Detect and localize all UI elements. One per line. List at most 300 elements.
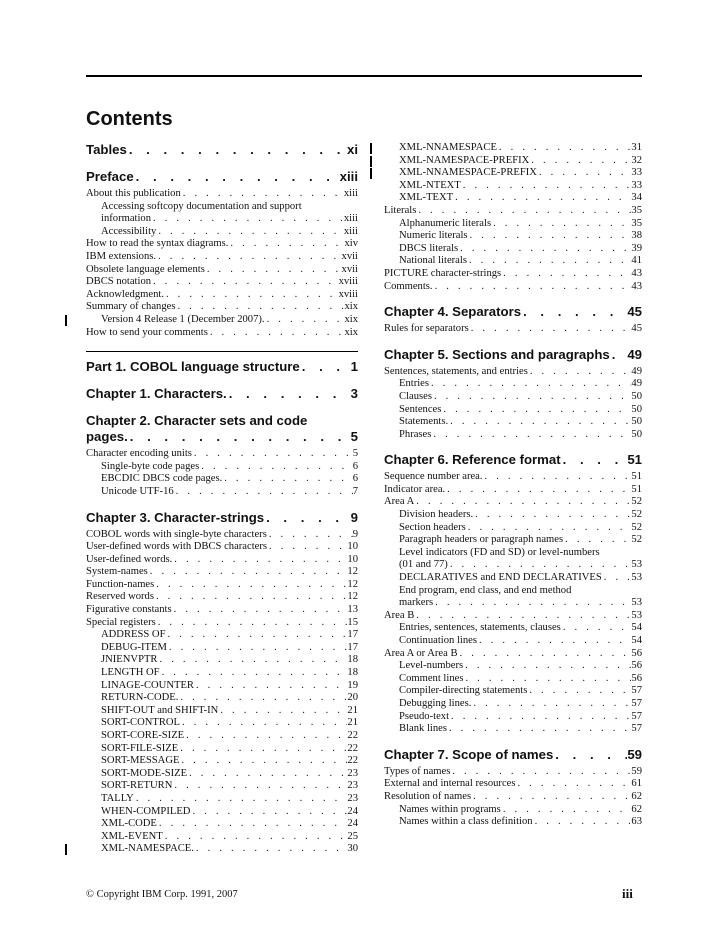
entry-title: Numeric literals [399, 230, 468, 242]
entry-page-number: 33 [631, 167, 642, 179]
entry-page-number: 51 [631, 483, 642, 495]
entry-page-number: 41 [631, 255, 642, 267]
entry-title: Area B [384, 609, 415, 621]
entry-page-number: 22 [347, 742, 358, 754]
toc-subentry[interactable] [384, 142, 642, 155]
entry-page-number: 49 [631, 365, 642, 377]
toc-subentry[interactable] [86, 226, 358, 239]
entry-title: Phrases [399, 428, 432, 440]
entry-title: PICTURE character-strings [384, 267, 502, 279]
toc-subentry[interactable] [384, 180, 642, 193]
entry-title: SORT-CONTROL [101, 717, 181, 729]
toc-subentry[interactable] [86, 486, 358, 499]
entry-title: Alphanumeric literals [399, 217, 492, 229]
entry-title: Entries, sentences, statements, clauses [399, 622, 561, 634]
entry-title: DBCS notation [86, 276, 152, 288]
entry-title: Literals [384, 204, 417, 216]
toc-entry[interactable] [86, 591, 358, 604]
chapter-title: Chapter 6. Reference format [384, 452, 561, 468]
dot-leader [267, 541, 347, 554]
toc-subentry[interactable] [86, 473, 358, 486]
toc-subentry[interactable] [86, 793, 358, 806]
entry-page-number: 18 [347, 654, 358, 666]
entry-title: DECLARATIVES and END DECLARATIVES [399, 572, 602, 584]
toc-subentry[interactable] [86, 717, 358, 730]
dot-leader [561, 622, 632, 635]
toc-subentry[interactable] [384, 230, 642, 243]
entry-page-number: 50 [631, 428, 642, 440]
toc-subentry[interactable] [384, 404, 642, 417]
dot-leader [194, 843, 347, 856]
dot-leader [563, 534, 631, 547]
entry-page-number: 24 [347, 805, 358, 817]
dot-leader [537, 167, 631, 180]
dot-leader [450, 766, 631, 779]
dot-leader [190, 806, 347, 819]
entry-title: Level indicators (FD and SD) or level-numbers [399, 546, 600, 558]
entry-title: Comments. [384, 280, 433, 292]
entry-title: Blank lines [399, 723, 447, 735]
dot-leader [521, 304, 627, 320]
entry-page-number: 54 [631, 635, 642, 646]
entry-title: RETURN-CODE. [101, 692, 179, 704]
dot-leader [264, 510, 351, 526]
dot-leader [453, 192, 631, 205]
toc-entry[interactable] [384, 205, 642, 218]
entry-title: (01 and 77) [399, 559, 448, 571]
dot-leader [528, 366, 632, 379]
entry-page-number: 19 [347, 679, 358, 691]
toc-subentry[interactable] [384, 522, 642, 535]
toc-entry[interactable] [384, 778, 642, 791]
toc-entry[interactable] [384, 610, 642, 623]
dot-leader [416, 205, 631, 218]
chapter-title: Chapter 7. Scope of names [384, 746, 554, 762]
dot-leader [433, 281, 632, 294]
chapter-page-number: 51 [627, 452, 642, 468]
dot-leader [157, 818, 347, 831]
entry-title: Debugging lines. [399, 697, 472, 709]
entry-page-number: 38 [631, 230, 642, 242]
dot-leader [174, 486, 353, 499]
dot-leader [501, 268, 631, 281]
entry-page-number: 23 [347, 767, 358, 779]
entry-title: ADDRESS OF [101, 629, 166, 641]
entry-page-number: xiii [343, 188, 358, 199]
toc-chapter-heading[interactable] [384, 347, 642, 363]
dot-leader [483, 471, 632, 484]
toc-subentry[interactable] [384, 559, 642, 572]
toc-subentry[interactable] [86, 314, 358, 327]
toc-subentry[interactable] [86, 680, 358, 693]
entry-page-number: 57 [631, 685, 642, 697]
entry-page-number: 53 [631, 609, 642, 621]
entry-page-number: 54 [631, 622, 642, 634]
entry-page-number: xviii [338, 288, 358, 300]
toc-entry[interactable] [384, 281, 642, 294]
dot-leader [187, 768, 347, 781]
revision-change-bar [370, 168, 372, 179]
top-rule [86, 75, 642, 77]
dot-leader [218, 705, 347, 718]
dot-leader [175, 301, 344, 314]
toc-right-column [384, 142, 642, 829]
entry-title: Pseudo-text [399, 710, 450, 722]
entry-page-number: 13 [347, 604, 358, 616]
chapter-page-number: 59 [627, 746, 642, 762]
toc-entry[interactable] [86, 529, 358, 542]
entry-page-number: 62 [631, 803, 642, 815]
entry-page-number: 52 [631, 534, 642, 546]
entry-title: Continuation lines [399, 635, 477, 646]
entry-title: How to read the syntax diagrams. [86, 238, 229, 250]
toc-subentry[interactable] [384, 509, 642, 522]
entry-page-number: 50 [631, 403, 642, 415]
dot-leader [449, 711, 631, 724]
dot-leader [432, 391, 631, 404]
toc-subentry[interactable] [384, 816, 642, 829]
toc-subentry[interactable] [86, 730, 358, 743]
entry-page-number: 30 [347, 843, 358, 855]
toc-subentry[interactable] [384, 635, 642, 648]
entry-page-number: 6 [352, 460, 358, 472]
entry-page-number: 23 [347, 792, 358, 804]
dot-leader [527, 685, 631, 698]
entry-title: Types of names [384, 765, 451, 777]
entry-title: SORT-CORE-SIZE [101, 730, 185, 741]
toc-subentry[interactable] [86, 843, 358, 856]
toc-subentry[interactable] [86, 831, 358, 844]
entry-title: Accessibility [101, 225, 157, 237]
dot-leader [172, 604, 348, 617]
toc-chapter-heading[interactable] [86, 142, 358, 158]
dot-leader [227, 386, 351, 402]
toc-subentry[interactable] [86, 743, 358, 756]
entry-page-number: 51 [631, 471, 642, 483]
entry-page-number: xvii [341, 263, 358, 275]
toc-entry[interactable] [384, 268, 642, 281]
toc-subentry[interactable] [86, 642, 358, 655]
entry-title: XML-CODE [101, 818, 157, 830]
chapter-page-number: 1 [350, 359, 358, 375]
entry-title: XML-NTEXT [399, 179, 461, 191]
toc-subentry[interactable] [86, 692, 358, 705]
dot-leader [458, 243, 631, 256]
toc-subentry[interactable] [86, 667, 358, 680]
toc-entry[interactable] [384, 496, 642, 509]
entry-title: LINAGE-COUNTER [101, 679, 194, 691]
entry-title: Names within a class definition [399, 816, 533, 828]
entry-title: System-names [86, 566, 148, 578]
dot-leader [561, 452, 628, 468]
entry-title: EBCDIC DBCS code pages. [101, 473, 223, 485]
toc-subentry[interactable] [384, 698, 642, 711]
toc-subentry[interactable] [86, 780, 358, 793]
entry-page-number: 32 [631, 154, 642, 166]
toc-entry[interactable] [384, 366, 642, 379]
toc-subentry[interactable] [86, 705, 358, 718]
toc-subentry[interactable] [384, 572, 642, 585]
dot-leader [433, 597, 631, 610]
entry-page-number: 39 [631, 242, 642, 254]
toc-subentry[interactable] [86, 461, 358, 474]
dot-leader [154, 591, 347, 604]
dot-leader [205, 264, 342, 277]
entry-title: Paragraph headers or paragraph names [399, 534, 564, 546]
toc-entry[interactable] [86, 604, 358, 617]
entry-page-number: 53 [631, 597, 642, 609]
entry-page-number: 53 [631, 559, 642, 571]
toc-entry[interactable] [86, 327, 358, 340]
toc-subentry[interactable] [86, 629, 358, 642]
entry-title: Area A [384, 496, 415, 508]
toc-entry[interactable] [86, 251, 358, 264]
entry-page-number: 57 [631, 697, 642, 709]
entry-page-number: 12 [347, 566, 358, 578]
dot-leader [466, 522, 632, 535]
dot-leader [300, 359, 351, 375]
toc-subentry[interactable] [86, 806, 358, 819]
entry-title: About this publication [86, 188, 181, 199]
page-number: iii [622, 886, 633, 901]
entry-page-number: 7 [352, 485, 358, 497]
entry-page-number: 52 [631, 496, 642, 508]
dot-leader [148, 566, 348, 579]
toc-chapter-heading[interactable] [86, 510, 358, 526]
toc-subentry[interactable] [384, 218, 642, 231]
toc-entry[interactable] [86, 188, 358, 201]
toc-subentry[interactable] [384, 622, 642, 635]
dot-leader [154, 579, 347, 592]
entry-page-number: 17 [347, 629, 358, 641]
dot-leader [158, 654, 348, 667]
entry-page-number: 15 [347, 616, 358, 628]
dot-leader [156, 226, 344, 239]
entry-page-number: 12 [347, 578, 358, 590]
entry-title: Obsolete language elements [86, 263, 205, 275]
dot-leader [610, 347, 628, 363]
entry-page-number: 61 [631, 778, 642, 790]
chapter-title: Tables [86, 142, 127, 157]
entry-page-number: 53 [631, 572, 642, 584]
entry-title: XML-NAMESPACE. [101, 843, 194, 855]
toc-subentry[interactable] [384, 685, 642, 698]
entry-page-number: 35 [631, 217, 642, 229]
toc-subentry[interactable] [384, 192, 642, 205]
entry-title: DBCS literals [399, 242, 459, 254]
toc-entry[interactable] [86, 448, 358, 461]
entry-title: SORT-RETURN [101, 780, 173, 792]
toc-subentry[interactable] [86, 213, 358, 226]
dot-leader [180, 717, 347, 730]
dot-leader [461, 180, 632, 193]
entry-page-number: 35 [631, 204, 642, 216]
entry-page-number: 57 [631, 710, 642, 722]
toc-entry[interactable] [384, 484, 642, 497]
entry-title: User-defined words. [86, 553, 173, 565]
dot-leader [497, 142, 631, 155]
dot-leader [441, 404, 631, 417]
entry-page-number: 56 [631, 672, 642, 684]
toc-entry[interactable] [86, 301, 358, 314]
toc-subentry[interactable] [384, 255, 642, 268]
toc-subentry[interactable] [384, 660, 642, 673]
chapter-page-number: 45 [627, 304, 642, 320]
toc-subentry[interactable] [384, 243, 642, 256]
entry-page-number: 50 [631, 390, 642, 402]
entry-page-number: 21 [347, 704, 358, 716]
toc-subentry[interactable] [384, 391, 642, 404]
toc-entry[interactable] [384, 766, 642, 779]
entry-page-number: 31 [631, 142, 642, 153]
entry-title: User-defined words with DBCS characters [86, 541, 268, 553]
chapter-page-number: 3 [350, 386, 358, 402]
toc-entry[interactable] [384, 791, 642, 804]
toc-subentry[interactable] [86, 755, 358, 768]
entry-title: Accessing softcopy documentation and support [101, 200, 302, 212]
dot-leader [194, 680, 347, 693]
entry-title: Statements. [399, 416, 449, 428]
dot-leader [491, 218, 631, 231]
entry-title: SORT-MESSAGE [101, 755, 180, 767]
dot-leader [463, 660, 631, 673]
entry-title: COBOL words with single-byte characters [86, 528, 267, 540]
entry-title: Sequence number area. [384, 471, 483, 483]
toc-subentry[interactable] [384, 547, 642, 560]
dot-leader [208, 327, 345, 340]
dot-leader [429, 378, 631, 391]
entry-title: Division headers. [399, 509, 474, 521]
entry-page-number: xix [344, 313, 358, 325]
toc-subentry[interactable] [384, 723, 642, 736]
dot-leader [529, 155, 631, 168]
toc-entry[interactable] [86, 264, 358, 277]
entry-title: Special registers [86, 616, 156, 628]
toc-subentry[interactable] [384, 167, 642, 180]
entry-page-number: 45 [631, 323, 642, 335]
toc-entry[interactable] [86, 554, 358, 567]
dot-leader [160, 667, 348, 680]
dot-leader [134, 793, 348, 806]
toc-chapter-heading[interactable] [86, 169, 358, 185]
toc-chapter-heading[interactable] [86, 413, 358, 445]
toc-subentry[interactable] [86, 654, 358, 667]
dot-leader [179, 755, 347, 768]
entry-title: Section headers [399, 521, 466, 533]
entry-page-number: 52 [631, 521, 642, 533]
entry-title: LENGTH OF [101, 667, 160, 679]
dot-leader [199, 461, 352, 474]
toc-entry[interactable] [384, 648, 642, 661]
entry-title: Character encoding units [86, 448, 192, 460]
entry-title: Acknowledgment. [86, 288, 164, 300]
toc-entry[interactable] [86, 238, 358, 251]
dot-leader [445, 484, 631, 497]
dot-leader [178, 692, 347, 705]
entry-title: XML-TEXT [399, 192, 454, 204]
dot-leader [172, 554, 347, 567]
toc-entry[interactable] [86, 579, 358, 592]
toc-chapter-heading[interactable] [384, 747, 642, 763]
entry-title: National literals [399, 255, 467, 267]
entry-page-number: xiv [344, 238, 358, 250]
toc-subentry[interactable] [86, 768, 358, 781]
entry-page-number: 63 [631, 816, 642, 828]
entry-title: Clauses [399, 390, 432, 402]
toc-chapter-heading[interactable] [384, 304, 642, 320]
dot-leader [602, 572, 632, 585]
dot-leader [431, 429, 631, 442]
entry-title: IBM extensions. [86, 250, 157, 262]
toc-entry[interactable] [384, 471, 642, 484]
revision-change-bar [370, 156, 372, 167]
toc-subentry[interactable] [384, 155, 642, 168]
toc-entry[interactable] [86, 617, 358, 630]
entry-title: Reserved words [86, 591, 154, 603]
toc-entry[interactable] [86, 541, 358, 554]
toc-part-heading[interactable] [86, 351, 358, 375]
entry-title: Names within programs [399, 803, 501, 815]
revision-change-bar [370, 143, 372, 154]
entry-page-number: xiii [343, 225, 358, 237]
toc-subentry[interactable] [384, 804, 642, 817]
dot-leader [471, 698, 631, 711]
entry-page-number: 20 [347, 692, 358, 704]
toc-subentry[interactable] [384, 429, 642, 442]
entry-title: XML-NAMESPACE-PREFIX [399, 154, 530, 166]
dot-leader [471, 791, 631, 804]
toc-chapter-heading[interactable] [86, 386, 358, 402]
dot-leader [128, 429, 351, 445]
entry-title: Indicator area. [384, 483, 446, 495]
toc-subentry[interactable] [384, 416, 642, 429]
toc-subentry[interactable] [384, 673, 642, 686]
entry-page-number: xiii [343, 213, 358, 225]
toc-entry[interactable] [384, 323, 642, 336]
entry-title: XML-EVENT [101, 830, 163, 842]
toc-subentry[interactable] [384, 597, 642, 610]
entry-page-number: 9 [352, 528, 358, 540]
entry-page-number: 6 [352, 473, 358, 485]
toc-entry[interactable] [86, 276, 358, 289]
chapter-title: Preface [86, 169, 134, 184]
toc-subentry[interactable] [86, 201, 358, 214]
entry-title: External and internal resources [384, 778, 516, 790]
entry-title: Resolution of names [384, 790, 472, 802]
toc-entry[interactable] [86, 566, 358, 579]
toc-subentry[interactable] [86, 818, 358, 831]
dot-leader [151, 276, 339, 289]
dot-leader [134, 169, 340, 185]
dot-leader [127, 142, 347, 158]
chapter-page-number: xi [347, 142, 358, 157]
revision-change-bar [65, 844, 67, 855]
entry-title: SHIFT-OUT and SHIFT-IN [101, 704, 219, 716]
toc-entry[interactable] [86, 289, 358, 302]
toc-subentry[interactable] [384, 378, 642, 391]
entry-page-number: 5 [352, 448, 358, 460]
toc-subentry[interactable] [384, 534, 642, 547]
dot-leader [192, 448, 353, 461]
toc-subentry[interactable] [384, 585, 642, 598]
toc-subentry[interactable] [384, 711, 642, 724]
entry-title: Rules for separators [384, 323, 469, 335]
toc-chapter-heading[interactable] [384, 452, 642, 468]
entry-page-number: 33 [631, 179, 642, 191]
entry-title: Unicode UTF-16 [101, 485, 174, 497]
entry-title: Figurative constants [86, 604, 172, 616]
entry-page-number: 49 [631, 378, 642, 390]
